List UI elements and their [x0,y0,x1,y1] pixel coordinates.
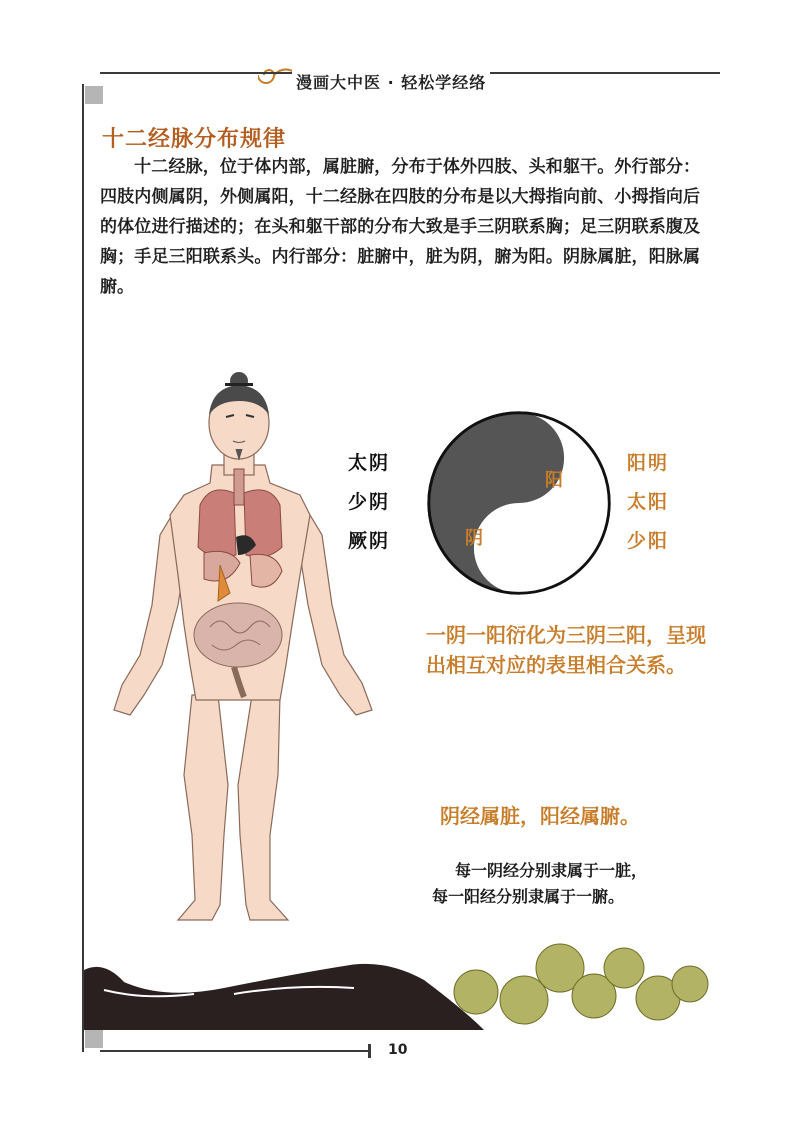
label-yangming: 阳明 [627,452,670,474]
taiji-symbol [426,410,612,596]
yin-yang-note: 一阴一阳衍化为三阴三阳，呈现出相互对应的表里相合关系。 [426,623,706,677]
corner-square-bottom [85,1030,103,1048]
running-header: 漫画大中医 · 轻松学经络 [292,70,490,93]
corner-square-top [85,86,103,104]
label-taiyang: 太阳 [627,491,670,513]
footer-rule [100,1050,370,1052]
footer-tick [368,1044,371,1058]
label-taiyin: 太阴 [348,452,391,474]
page-frame-left [82,84,84,1052]
intro-paragraph [100,152,700,302]
taiji-yin-char: 阴 [465,528,483,549]
label-shaoyang: 少阳 [627,530,670,552]
note-line-1: 每一阴经分别隶属于一脏， [455,861,648,880]
note-line-2: 每一阳经分别隶属于一腑。 [432,887,625,906]
jing-note: 阴经属脏，阳经属腑。 [440,804,640,828]
label-shaoyin: 少阴 [348,491,391,513]
page-number: 10 [388,1042,408,1058]
taiji-yang-char: 阳 [545,470,563,491]
section-title: 十二经脉分布规律 [102,127,287,152]
label-jueyin: 厥阴 [348,530,391,552]
intro-text: 十二经脉，位于体内部，属脏腑，分布于体外四肢、头和躯干。外行部分：四肢内侧属阴，外侧属阳，十二经脉在四肢的分布是以大拇指向前、小拇指向后的体位进行描述的；在头和躯干部的分布大致是手三阴联系胸；足三阴联系腹及胸；手足三阳联系头。内行部分：脏腑中，脏为阴，腑为阳。阴脉属脏，阳脉属腑。 [100,157,700,297]
mountain-and-shrubs-decoration [84,930,714,1030]
